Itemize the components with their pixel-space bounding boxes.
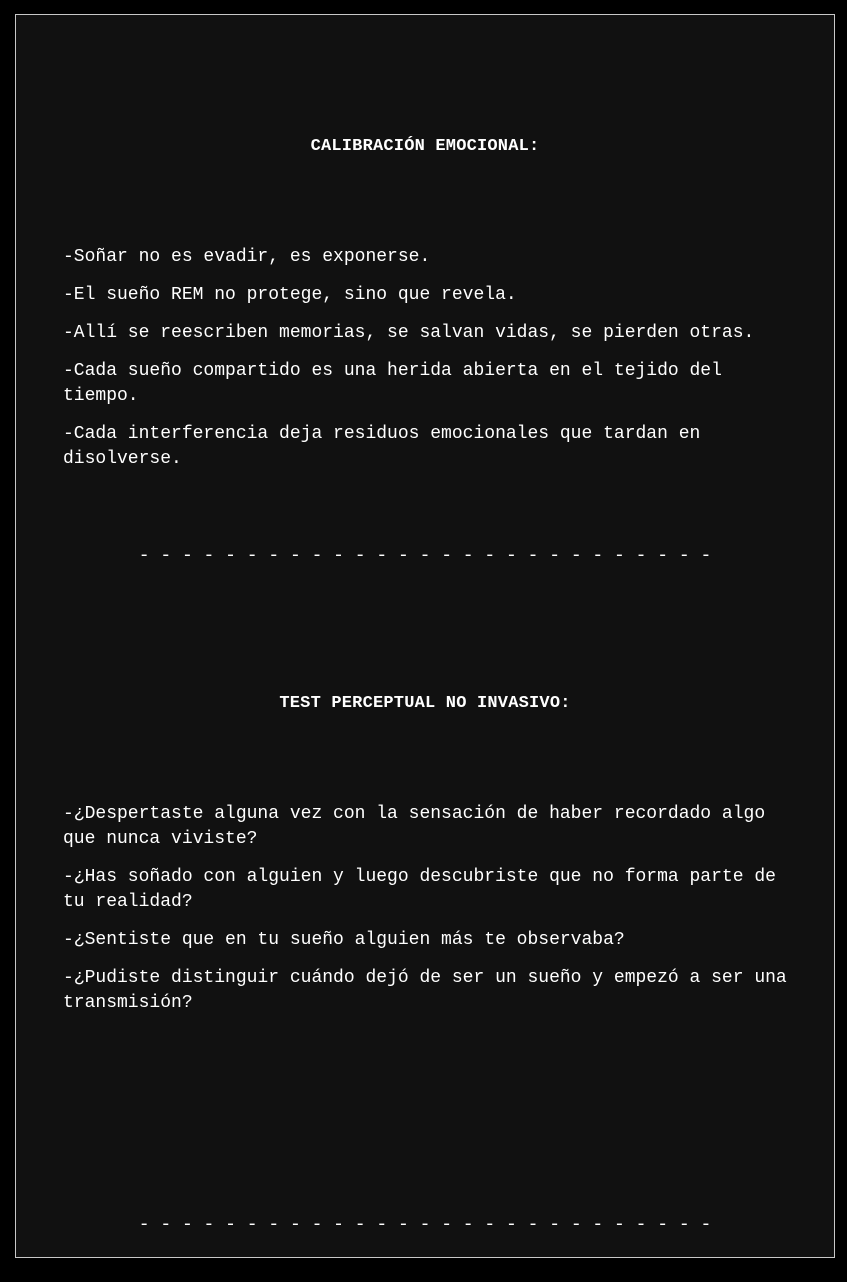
list-item: -¿Pudiste distinguir cuándo dejó de ser un sueño y empezó a ser una transmisión? <box>63 968 798 1013</box>
test-perceptual-list <box>63 802 798 1029</box>
section-title-calibracion: CALIBRACIÓN EMOCIONAL: <box>310 137 540 156</box>
list-item: -¿Sentiste que en tu sueño alguien más te observaba? <box>63 930 625 950</box>
section-title-test-perceptual: TEST PERCEPTUAL NO INVASIVO: <box>279 694 571 713</box>
document-panel <box>15 14 835 1258</box>
calibracion-list <box>63 245 798 485</box>
dashed-divider-bottom: - - - - - - - - - - - - - - - - - - - - - - - - - - - <box>138 1215 712 1235</box>
list-item: -¿Despertaste alguna vez con la sensación de haber recordado algo que nunca viviste? <box>63 804 776 849</box>
list-item: -¿Has soñado con alguien y luego descubriste que no forma parte de tu realidad? <box>63 867 787 912</box>
list-item: -El sueño REM no protege, sino que revela. <box>63 285 517 305</box>
dashed-divider: - - - - - - - - - - - - - - - - - - - - - - - - - - - <box>138 546 712 566</box>
list-item: -Cada sueño compartido es una herida abierta en el tejido del tiempo. <box>63 361 733 406</box>
list-item: -Allí se reescriben memorias, se salvan vidas, se pierden otras. <box>63 323 755 343</box>
list-item: -Soñar no es evadir, es exponerse. <box>63 247 431 267</box>
list-item: -Cada interferencia deja residuos emocionales que tardan en disolverse. <box>63 424 712 469</box>
